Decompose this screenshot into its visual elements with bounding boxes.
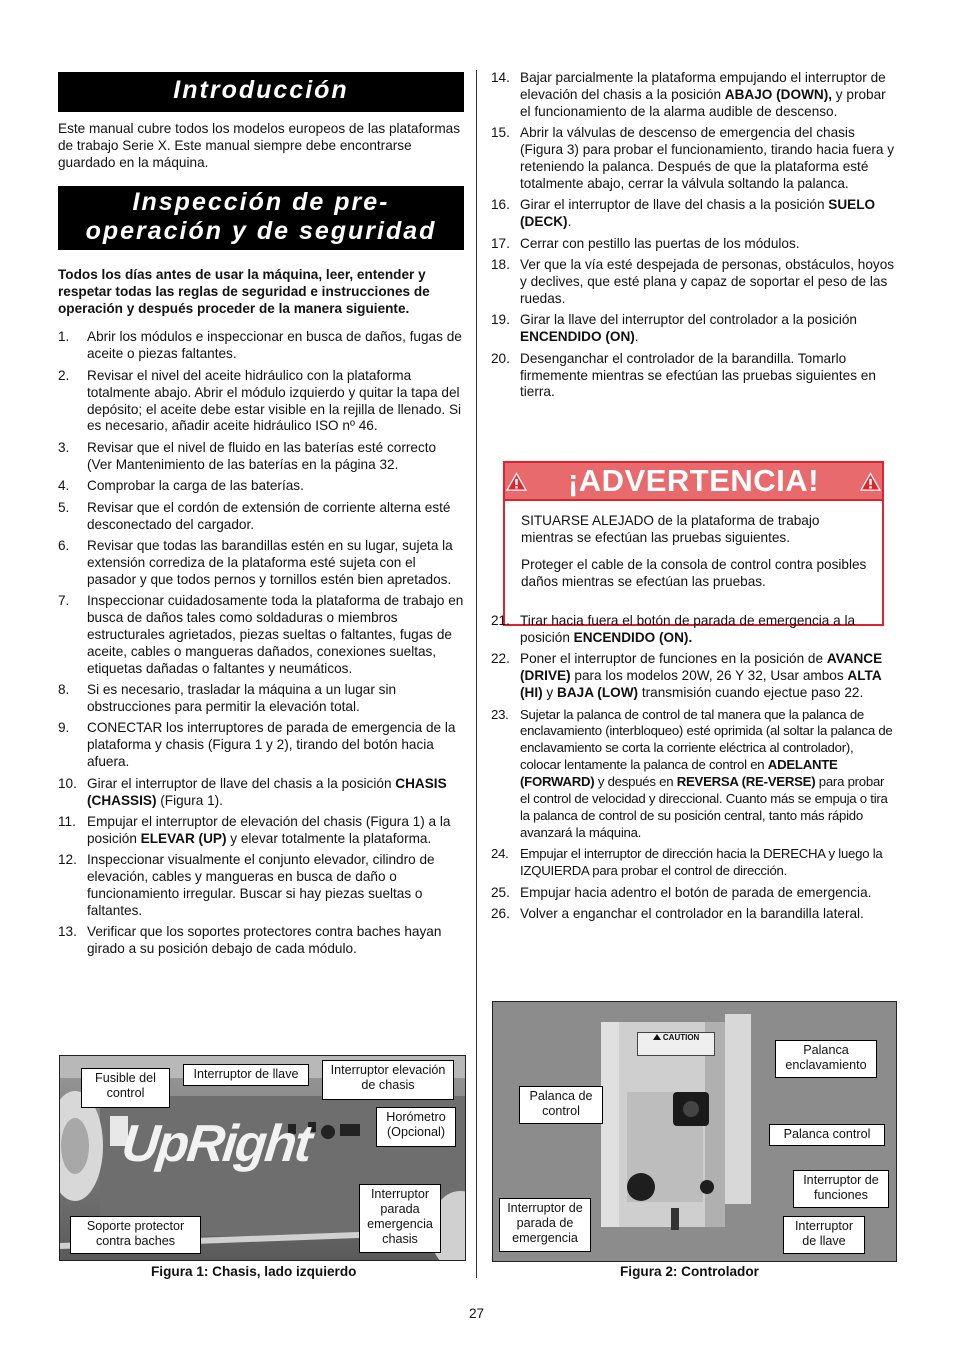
- step-number: 13.: [58, 924, 77, 940]
- step-bold: ADELANTE (FORWARD): [520, 757, 838, 790]
- step-number: 15.: [491, 125, 510, 141]
- list-item: [58, 500, 464, 534]
- warning-paragraph: Proteger el cable de la consola de control contra posibles daños mientras se efectúan las pruebas.: [521, 556, 867, 589]
- upright-logo: UpRight: [118, 1115, 314, 1173]
- intro-paragraph: Este manual cubre todos los modelos europeos de las plataformas de trabajo Serie X. Este manual siempre debe encontrarse guardado en la máquina.: [58, 121, 460, 170]
- step-number: 22.: [491, 651, 510, 667]
- step-number: 2.: [58, 367, 70, 383]
- step-bold: ELEVAR (UP): [140, 830, 227, 846]
- step-text: (Figura 1).: [156, 792, 223, 808]
- step-bold: ENCENDIDO (ON): [520, 329, 635, 345]
- step-text: .: [567, 214, 572, 230]
- callout-interlock-lever: Palanca enclavamiento: [775, 1040, 877, 1078]
- step-text: Revisar que el cordón de extensión de corriente alterna esté desconectado del cargador.: [87, 499, 451, 532]
- callout-control-lever: Palanca de control: [519, 1086, 603, 1124]
- step-text: Inspeccionar cuidadosamente toda la plataforma de trabajo en busca de daños tales como soldaduras o miembros estructurales agrietados, piezas sueltas o faltantes, fugas de aceite, cables o mangueras dañados, conexiones sueltas, etiquetas dañadas o faltantes y neumáticos.: [87, 593, 464, 676]
- step-text: Poner el interruptor de funciones en la posición de: [520, 651, 827, 667]
- step-text: .: [634, 329, 639, 345]
- warning-box: [503, 461, 884, 626]
- step-number: 5.: [58, 499, 70, 515]
- warning-triangle-icon: [859, 470, 882, 493]
- step-number: 12.: [58, 852, 77, 868]
- step-text: Inspeccionar visualmente el conjunto elevador, cilindro de elevación, cables y mangueras en busca de daño o funcionamiento irregular. Buscar si hay piezas sueltas o faltantes.: [87, 852, 435, 919]
- callout-key-switch-controller: Interruptor de llave: [783, 1216, 865, 1254]
- caution-plate-title: CAUTION: [662, 1033, 700, 1042]
- step-number: 24.: [491, 846, 509, 862]
- list-item: [58, 852, 464, 920]
- step-number: 25.: [491, 884, 510, 900]
- step-text: Cerrar con pestillo las puertas de los módulos.: [520, 235, 800, 251]
- step-text: Bajar parcialmente la plataforma empujando el interruptor de elevación del chasis a la posición: [520, 70, 886, 102]
- list-item: [491, 312, 895, 346]
- list-item: [491, 70, 895, 121]
- step-text: Empujar hacia adentro el botón de parada de emergencia.: [520, 884, 872, 900]
- list-item: [58, 538, 464, 589]
- step-text: para probar el control de velocidad y direccional. Cuanto más se empuja o tira la palanca de control de su posición central, tanto más rápido avanzará la máquina.: [520, 774, 888, 840]
- callout-control-lever-right: Palanca control: [769, 1124, 885, 1146]
- step-text: Verificar que los soportes protectores contra baches hayan girado a su posición debajo de cada módulo.: [87, 924, 442, 957]
- list-item: [491, 236, 895, 253]
- step-text: y probar el funcionamiento de la alarma audible de descenso.: [520, 86, 886, 119]
- callout-lift-switch: Interruptor elevación de chasis: [322, 1060, 454, 1100]
- inspection-heading: [58, 186, 464, 250]
- list-item: [491, 651, 895, 702]
- warning-title: ¡ADVERTENCIA!: [567, 462, 820, 498]
- step-text: Empujar el interruptor de elevación del chasis (Figura 1) a la posición: [87, 814, 451, 846]
- step-number: 23.: [491, 706, 509, 722]
- list-item: [58, 924, 464, 958]
- warning-header: [505, 463, 882, 501]
- step-text: y: [542, 685, 558, 701]
- list-item: [491, 906, 895, 923]
- list-item: [58, 682, 464, 716]
- step-number: 17.: [491, 235, 510, 251]
- step-number: 18.: [491, 257, 510, 273]
- step-bold: CHASIS (CHASSIS): [87, 775, 447, 808]
- steps-right2-list: [491, 613, 895, 923]
- step-text: Desenganchar el controlador de la barandilla. Tomarlo firmemente mientras se efectúan las pruebas siguientes en tierra.: [520, 350, 876, 400]
- warning-triangle-icon: [505, 470, 528, 493]
- step-text: Tirar hacia fuera el botón de parada de emergencia a la posición: [520, 613, 856, 645]
- callout-key-switch: Interruptor de llave: [183, 1064, 309, 1086]
- step-number: 8.: [58, 682, 70, 698]
- step-number: 7.: [58, 593, 70, 609]
- step-text: Girar la llave del interruptor del controlador a la posición: [520, 312, 857, 328]
- left-column: [58, 72, 464, 963]
- caution-plate: [637, 1032, 715, 1056]
- step-number: 20.: [491, 350, 510, 366]
- step-text: Volver a enganchar el controlador en la barandilla lateral.: [520, 906, 864, 921]
- intro-heading: Introducción: [58, 72, 464, 112]
- list-item: [491, 707, 895, 842]
- step-number: 21.: [491, 613, 510, 628]
- step-text: para los modelos 20W, 26 Y 32, Usar ambos: [570, 668, 848, 684]
- step-text: Revisar que todas las barandillas estén en su lugar, sujeta la extensión corrediza de la plataforma esté sujeta con el pasador y que todos pernos y tornillos estén bien apretados.: [87, 537, 453, 587]
- list-item: [58, 478, 464, 495]
- figure2-caption: Figura 2: Controlador: [620, 1264, 759, 1279]
- callout-fuse: Fusible del control: [81, 1068, 170, 1108]
- step-bold: AVANCE (DRIVE): [520, 651, 883, 684]
- step-text: Revisar el nivel del aceite hidráulico con la plataforma totalmente abajo. Abrir el módulo izquierdo y quitar la tapa del depósito; el aceite debe estar visible en la rejilla de llenado. Si es necesario, añadir aceite hidráulico ISO nº 46.: [87, 367, 462, 434]
- list-item: [58, 440, 464, 474]
- step-bold: ENCENDIDO (ON).: [573, 629, 693, 645]
- steps-left-list: [58, 329, 464, 958]
- figure1-caption: Figura 1: Chasis, lado izquierdo: [151, 1264, 357, 1279]
- step-bold: REVERSA (RE-VERSE): [676, 774, 816, 790]
- inspection-heading-line1: Inspección de pre-: [132, 187, 390, 216]
- step-number: 3.: [58, 439, 70, 455]
- right-column: [491, 70, 895, 406]
- step-number: 9.: [58, 720, 70, 736]
- step-number: 6.: [58, 537, 70, 553]
- list-item: [58, 593, 464, 678]
- list-item: [491, 351, 895, 402]
- figure-chassis-photo: [59, 1055, 466, 1261]
- step-bold: ALTA (HI): [520, 668, 882, 701]
- step-text: transmisión cuando ejectue paso 22.: [638, 685, 864, 701]
- step-text: Abrir la válvulas de descenso de emergencia del chasis (Figura 3) para probar el funcionamiento, tirando hacia fuera y reteniendo la palanca. Después de que la plataforma esté totalmente abajo, cerrar la válvula soltando la palanca.: [520, 125, 895, 191]
- callout-estop-chassis: Interruptor parada emergencia chasis: [359, 1184, 441, 1253]
- list-item: [58, 814, 464, 848]
- step-number: 16.: [491, 197, 510, 213]
- step-text: Abrir los módulos e inspeccionar en busca de daños, fugas de aceite o piezas faltantes.: [87, 329, 462, 362]
- list-item: [491, 197, 895, 231]
- step-text: y después en: [594, 774, 677, 790]
- step-text: Revisar que el nivel de fluido en las baterías esté correcto (Ver Mantenimiento de las baterías en la página 32.: [87, 439, 437, 472]
- list-item: [58, 720, 464, 771]
- step-text: CONECTAR los interruptores de parada de emergencia de la plataforma y chasis (Figura 1 y 2), tirando del botón hacia afuera.: [87, 720, 456, 770]
- caution-triangle-icon: [653, 1034, 661, 1040]
- inspection-heading-line2: operación y de seguridad: [85, 216, 437, 245]
- callout-estop-controller: Interruptor de parada de emergencia: [499, 1198, 591, 1252]
- step-text: Ver que la vía esté despejada de personas, obstáculos, hoyos y declives, que esté plana y capaz de soportar el peso de las ruedas.: [520, 257, 895, 306]
- list-item: [58, 329, 464, 363]
- column-divider: [476, 70, 477, 1278]
- step-text: y elevar totalmente la plataforma.: [226, 830, 432, 846]
- figure-controller-photo: [492, 1001, 897, 1262]
- step-text: Si es necesario, trasladar la máquina a un lugar sin obstrucciones para permitir la elevación total.: [87, 682, 397, 715]
- step-text: Empujar el interruptor de dirección hacia la DERECHA y luego la IZQUIERDA para probar el control de dirección.: [520, 846, 883, 879]
- list-item: [58, 776, 464, 810]
- step-number: 19.: [491, 312, 510, 328]
- warning-paragraph: SITUARSE ALEJADO de la plataforma de trabajo mientras se efectúan las pruebas siguientes.: [521, 513, 820, 545]
- step-number: 10.: [58, 775, 77, 791]
- list-item: [491, 613, 895, 647]
- step-text: Comprobar la carga de las baterías.: [87, 478, 304, 494]
- callout-hour-meter: Horómetro (Opcional): [376, 1107, 456, 1147]
- step-bold: SUELO (DECK): [520, 197, 876, 230]
- list-item: [491, 885, 895, 902]
- list-item: [491, 846, 895, 880]
- step-bold: ABAJO (DOWN),: [724, 86, 833, 102]
- step-number: 11.: [58, 814, 76, 829]
- steps-right-list: [491, 70, 895, 401]
- step-text: Sujetar la palanca de control de tal manera que la palanca de enclavamiento (interbloqueo) esté oprimida (al soltar la palanca de enclavamiento se corta la corriente eléctrica al controlador), colocar lentamente la palanca de control en: [520, 706, 893, 773]
- list-item: [58, 368, 464, 436]
- step-number: 1.: [58, 329, 70, 345]
- step-number: 14.: [491, 70, 510, 85]
- step-number: 26.: [491, 906, 510, 921]
- steps-right-continued: [491, 613, 895, 927]
- step-bold: BAJA (LOW): [557, 685, 639, 701]
- callout-pothole-guard: Soporte protector contra baches: [70, 1216, 201, 1254]
- step-number: 4.: [58, 478, 70, 494]
- inspection-lead: Todos los días antes de usar la máquina, leer, entender y respetar todas las reglas de seguridad e instrucciones de operación y después proceder de la manera siguiente.: [58, 266, 430, 316]
- list-item: [491, 257, 895, 308]
- step-text: Girar el interruptor de llave del chasis a la posición: [87, 775, 396, 791]
- callout-function-switch: Interruptor de funciones: [793, 1170, 889, 1208]
- warning-body: [505, 501, 882, 591]
- list-item: [491, 125, 895, 193]
- step-text: Girar el interruptor de llave del chasis a la posición: [520, 197, 829, 213]
- page-number: 27: [469, 1306, 485, 1321]
